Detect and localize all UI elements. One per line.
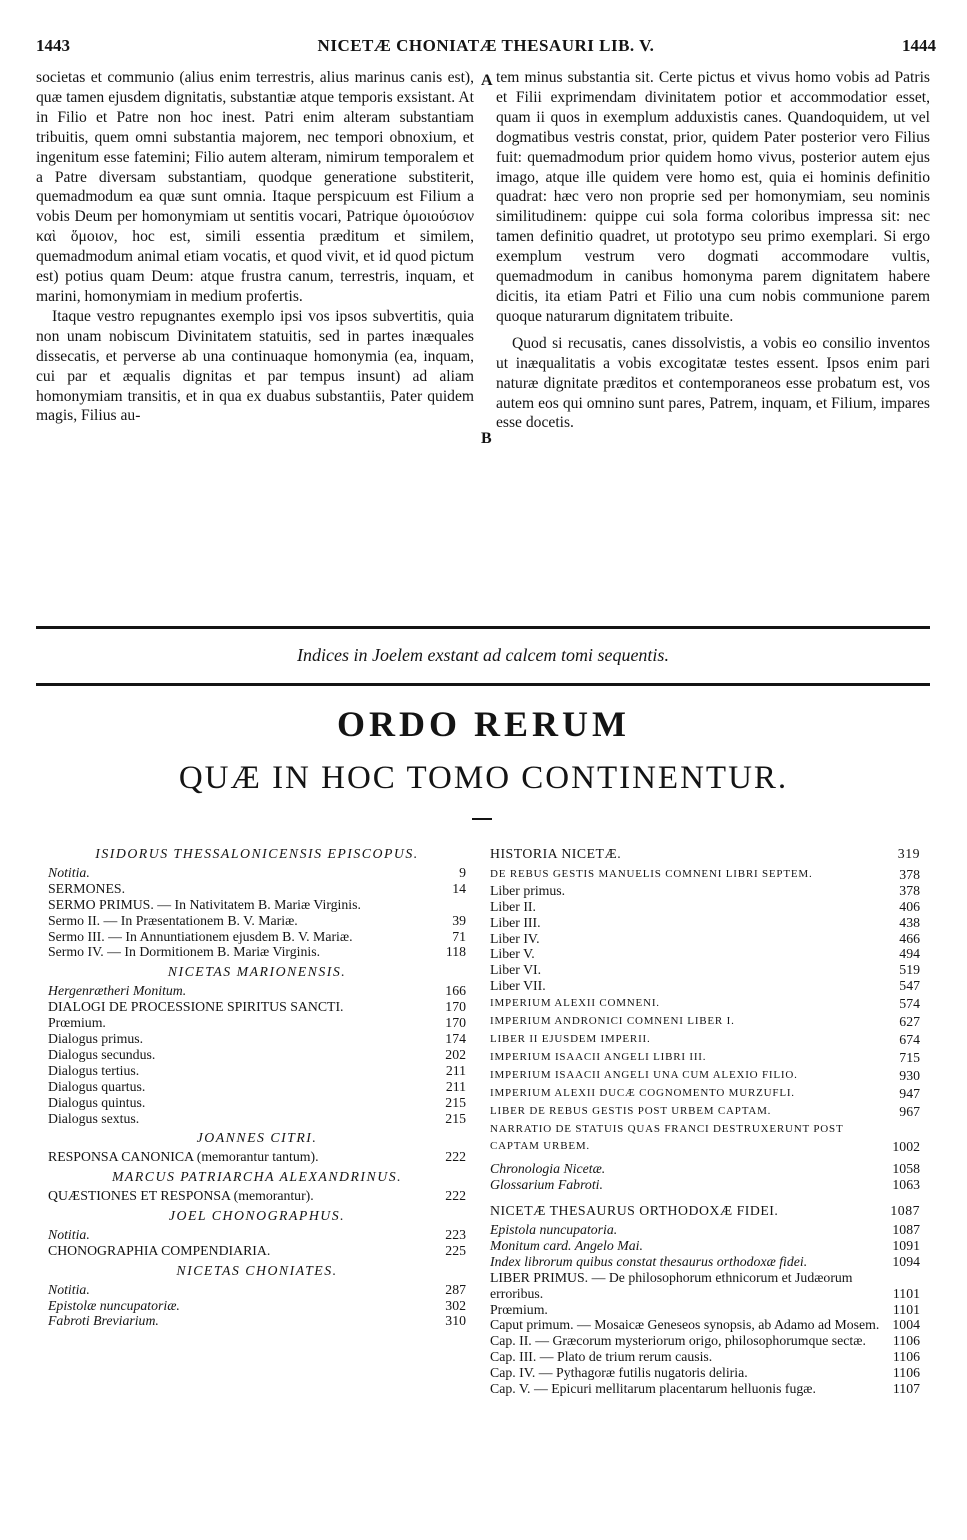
toc-entry-title: Hergenrætheri Monitum. bbox=[48, 983, 187, 999]
toc-entry[interactable] bbox=[490, 1222, 920, 1238]
toc-page-number: 1101 bbox=[892, 1285, 920, 1301]
toc-page-number: 1004 bbox=[892, 1317, 920, 1333]
paragraph: Quod si recusatis, canes dissolvistis, a vobis eo consilio inventos ut inæqualitatis a vobis excogitatæ testes essent. Ipsos enim pari naturæ dignitate præditos et contemporaneos esse probatum est, vos autem eos qui omnino sunt pares, Patrem, inquam, et Filium, impares esse docetis. bbox=[496, 334, 930, 432]
toc-entry-title: Notitia. bbox=[48, 864, 90, 880]
toc-entry-title: LIBER II EJUSDEM IMPERII. bbox=[490, 1032, 651, 1045]
toc-entry-title: Notitia. bbox=[48, 1226, 90, 1242]
toc-page-number: 211 bbox=[445, 1062, 466, 1078]
toc-page-number: 1107 bbox=[892, 1381, 920, 1397]
toc-page-number: 319 bbox=[897, 846, 920, 861]
toc-entry-title: Monitum card. Angelo Mai. bbox=[490, 1237, 643, 1253]
toc-entry[interactable] bbox=[490, 1333, 920, 1349]
toc-entry-title: Sermo II. — In Præsentationem B. V. Mariæ. bbox=[48, 912, 298, 928]
toc-entry-title: Dialogus quartus. bbox=[48, 1078, 146, 1094]
toc-entry-title: IMPERIUM ISAACII ANGELI LIBRI III. bbox=[490, 1050, 707, 1063]
toc-entry[interactable] bbox=[48, 1063, 466, 1079]
toc-entry-title: Epistolæ nuncupatoriæ. bbox=[48, 1297, 180, 1313]
toc-entry-title: SERMO PRIMUS. — In Nativitatem B. Mariæ Virginis. bbox=[48, 896, 361, 912]
toc-page-number: 302 bbox=[445, 1297, 466, 1313]
toc-page-number: 519 bbox=[899, 962, 920, 978]
toc-page-number: 715 bbox=[899, 1049, 920, 1065]
toc-entry[interactable] bbox=[490, 1066, 920, 1084]
toc-page-number: 39 bbox=[452, 912, 466, 928]
toc-right-column bbox=[490, 842, 920, 1397]
toc-page-number: 574 bbox=[899, 996, 920, 1012]
toc-entry-title: Dialogus quintus. bbox=[48, 1094, 146, 1110]
toc-entry[interactable] bbox=[490, 1177, 920, 1193]
ordo-title: ORDO RERUM bbox=[337, 704, 630, 744]
toc-entry-title: Epistola nuncupatoria. bbox=[490, 1222, 618, 1238]
toc-entry[interactable] bbox=[490, 1254, 920, 1270]
toc-page-number: 215 bbox=[445, 1110, 466, 1126]
toc-section-heading: JOANNES CITRI. bbox=[196, 1130, 318, 1146]
toc-entry[interactable] bbox=[490, 1317, 920, 1333]
toc-left-column bbox=[48, 842, 466, 1329]
toc-entry-title: Cap. V. — Epicuri mellitarum placentarum helluonis fugæ. bbox=[490, 1381, 816, 1397]
toc-section-heading: ISIDORUS THESSALONICENSIS EPISCOPUS. bbox=[95, 846, 419, 861]
toc-page-number: 930 bbox=[899, 1067, 920, 1083]
toc-section-heading[interactable] bbox=[490, 846, 920, 862]
toc-entry[interactable] bbox=[48, 881, 466, 897]
toc-entry[interactable] bbox=[490, 899, 920, 915]
toc-entry-title: Dialogus sextus. bbox=[48, 1110, 140, 1126]
ordo-subtitle: QUÆ IN HOC TOMO CONTINENTUR. bbox=[178, 760, 789, 796]
toc-entry-title: Cap. III. — Plato de trium rerum causis. bbox=[490, 1349, 713, 1365]
toc-entry-title: Caput primum. — Mosaicæ Geneseos synopsis, ab Adamo ad Mosem. bbox=[490, 1317, 880, 1333]
toc-page-number: 170 bbox=[445, 1015, 466, 1031]
toc-entry[interactable] bbox=[490, 1120, 920, 1156]
toc-page-number: 967 bbox=[899, 1103, 920, 1119]
toc-entry-title: Liber VII. bbox=[490, 978, 546, 994]
toc-page-number: 1101 bbox=[892, 1301, 920, 1317]
toc-entry-title: Dialogus primus. bbox=[48, 1030, 144, 1046]
toc-entry[interactable] bbox=[490, 1302, 920, 1318]
toc-entry[interactable] bbox=[490, 1030, 920, 1048]
toc-page-number: 166 bbox=[445, 983, 466, 999]
toc-page-number: 378 bbox=[899, 882, 920, 898]
toc-entry[interactable] bbox=[48, 1047, 466, 1063]
toc-page-number: 438 bbox=[899, 914, 920, 930]
toc-page-number: 14 bbox=[452, 880, 466, 896]
toc-page-number: 287 bbox=[445, 1281, 466, 1297]
toc-entry[interactable] bbox=[490, 994, 920, 1012]
toc-entry[interactable] bbox=[490, 1270, 920, 1302]
toc-entry[interactable] bbox=[48, 865, 466, 881]
index-note: Indices in Joelem exstant ad calcem tomi sequentis. bbox=[297, 645, 669, 665]
toc-page-number: 211 bbox=[445, 1078, 466, 1094]
toc-page-number: 1091 bbox=[892, 1237, 920, 1253]
toc-entry-title: IMPERIUM ANDRONICI COMNENI LIBER I. bbox=[490, 1015, 735, 1028]
running-title: NICETÆ CHONIATÆ THESAURI LIB. V. bbox=[317, 36, 655, 55]
toc-entry-title: Liber IV. bbox=[490, 930, 540, 946]
toc-page-number: 494 bbox=[899, 946, 920, 962]
toc-entry[interactable] bbox=[490, 883, 920, 899]
toc-page-number: 170 bbox=[445, 999, 466, 1015]
toc-entry-title: RESPONSA CANONICA (memorantur tantum). bbox=[48, 1149, 319, 1165]
toc-entry-title: DIALOGI DE PROCESSIONE SPIRITUS SANCTI. bbox=[48, 999, 344, 1015]
toc-entry[interactable] bbox=[490, 978, 920, 994]
toc-page-number: 1058 bbox=[892, 1161, 920, 1177]
short-rule bbox=[472, 818, 492, 820]
toc-entry[interactable] bbox=[490, 931, 920, 947]
toc-entry[interactable] bbox=[48, 1079, 466, 1095]
toc-entry-title: Sermo IV. — In Dormitionem B. Mariæ Virginis. bbox=[48, 944, 321, 960]
toc-section-heading: NICETAS MARIONENSIS. bbox=[167, 964, 347, 980]
toc-entry-title: IMPERIUM ALEXII COMNENI. bbox=[490, 997, 660, 1010]
toc-entry[interactable] bbox=[490, 962, 920, 978]
toc-page-number: 225 bbox=[445, 1242, 466, 1258]
toc-gap bbox=[490, 1193, 920, 1199]
toc-entry-title: Cap. II. — Græcorum mysteriorum origo, philosophorumque sectæ. bbox=[490, 1333, 866, 1349]
margin-letter-a: A bbox=[481, 72, 493, 89]
toc-entry[interactable] bbox=[48, 983, 466, 999]
toc-entry[interactable] bbox=[490, 1161, 920, 1177]
toc-entry-title: Prœmium. bbox=[48, 1015, 106, 1031]
toc-entry-title: Sermo III. — In Annuntiationem ejusdem B. V. Mariæ. bbox=[48, 928, 353, 944]
toc-entry-title: LIBER DE REBUS GESTIS POST URBEM CAPTAM. bbox=[490, 1104, 772, 1117]
toc-page-number: 215 bbox=[445, 1094, 466, 1110]
toc-page-number: 71 bbox=[452, 928, 466, 944]
toc-section-heading: MARCUS PATRIARCHA ALEXANDRINUS. bbox=[111, 1169, 403, 1185]
toc-entry[interactable] bbox=[48, 913, 466, 929]
toc-entry[interactable] bbox=[48, 897, 466, 913]
toc-section-heading: JOEL CHONOGRAPHUS. bbox=[168, 1208, 346, 1224]
toc-entry[interactable] bbox=[490, 1381, 920, 1397]
paragraph: tem minus substantia sit. Certe pictus et vivus homo vobis ad Patris et Filii exprimendam divinitatem potior et accommodatior esset, quam ii quos in exemplum adduxistis canes. Quandoquidem, ut vel dogmatibus vestris constat, prior, quidem Pater posterior vero Filius fuit: quemadmodum prior quidem homo vivus, posterior autem ejus imago, atque ille quidem vere homo est, quia ei hominis definitio quadrat: hæc vero non proprie sed per homonymiam, seu nominis similitudinem: quippe cui sola forma coloribus impressa sit: nec tamen definitio quadret, ut prototypo seu primo exemplari. Si ergo exemplum vestrum vero dogmati accommodare vultis, quemadmodum in canibus homonyma parem dignitatem habere dicitis, ita etiam Patri et Filio una cum nobis communione parem quoque naturarum dignitatem tribuite. bbox=[496, 69, 930, 325]
toc-entry[interactable] bbox=[490, 1365, 920, 1381]
toc-entry[interactable] bbox=[48, 1149, 466, 1165]
toc-entry[interactable] bbox=[48, 1227, 466, 1243]
toc-section-heading[interactable] bbox=[490, 1203, 920, 1219]
toc-entry-title: Liber VI. bbox=[490, 962, 542, 978]
toc-entry-title: HISTORIA NICETÆ. bbox=[490, 846, 622, 861]
toc-entry[interactable] bbox=[48, 929, 466, 945]
toc-page-number: 202 bbox=[445, 1046, 466, 1062]
toc-page-number: 118 bbox=[445, 944, 466, 960]
toc-entry-title: Index librorum quibus constat thesaurus orthodoxæ fidei. bbox=[490, 1253, 808, 1269]
margin-letter-b: B bbox=[481, 430, 492, 447]
toc-page-number: 674 bbox=[899, 1031, 920, 1047]
toc-page-number: 466 bbox=[899, 930, 920, 946]
toc-entry[interactable] bbox=[490, 1048, 920, 1066]
toc-page-number: 222 bbox=[445, 1188, 466, 1204]
toc-entry-title: IMPERIUM ALEXII DUCÆ COGNOMENTO MURZUFLI. bbox=[490, 1086, 795, 1099]
toc-entry[interactable] bbox=[490, 915, 920, 931]
toc-page-number: 9 bbox=[459, 864, 466, 880]
toc-page-number: 1106 bbox=[892, 1365, 920, 1381]
toc-entry[interactable] bbox=[490, 1012, 920, 1030]
toc-entry[interactable] bbox=[48, 1188, 466, 1204]
toc-entry-title: Liber II. bbox=[490, 898, 536, 914]
toc-page-number: 1094 bbox=[892, 1253, 920, 1269]
toc-page-number: 406 bbox=[899, 898, 920, 914]
toc-page-number: 1087 bbox=[890, 1203, 920, 1219]
toc-entry[interactable] bbox=[490, 865, 920, 883]
toc-entry-title: IMPERIUM ISAACII ANGELI UNA CUM ALEXIO FILIO. bbox=[490, 1068, 798, 1081]
toc-entry[interactable] bbox=[490, 1349, 920, 1365]
toc-entry-title: Dialogus tertius. bbox=[48, 1062, 140, 1078]
toc-page-number: 378 bbox=[899, 866, 920, 882]
toc-page-number: 222 bbox=[445, 1149, 466, 1165]
toc-page-number: 1106 bbox=[892, 1333, 920, 1349]
text-column-left bbox=[36, 68, 474, 426]
toc-entry-title: Notitia. bbox=[48, 1281, 90, 1297]
toc-page-number: 547 bbox=[899, 978, 920, 994]
toc-page-number: 1087 bbox=[892, 1222, 920, 1238]
page-number-left: 1443 bbox=[36, 36, 70, 55]
toc-page-number: 223 bbox=[445, 1226, 466, 1242]
paragraph: societas et communio (alius enim terrestris, alius marinus canis est), quæ tamen ejusdem dignitatis, substantiæ atque temporis exsistant. At in Filio et Patre non hoc inest. Patri enim alteram substantiam tribuitis, quem omni substantia majorem, nec tempori obnoxium, et ingenitum esse fatemini; Filio autem alteram, nimirum temporalem et a Patre diversam substantiam, quodque generatione substiterit, quemadmodum ea quæ sunt omnia. Itaque perspicuum est Filium a vobis Deum per homonymiam ut sentitis vocari, Patrique ὁμοιούσιον καὶ ὅμοιον, hoc est, simili essentia præditum et similem, quemadmodum animal etiam vocatis, et quod vivit, et id quod pictum est) potius quam Deum: atque frustra canum, terrestris, inquam, et marini, homonymiam in medium profertis. bbox=[36, 69, 474, 305]
toc-entry-title: SERMONES. bbox=[48, 880, 126, 896]
toc-entry-title: Liber III. bbox=[490, 914, 541, 930]
toc-page-number: 947 bbox=[899, 1085, 920, 1101]
toc-entry-title: Glossarium Fabroti. bbox=[490, 1177, 603, 1193]
toc-page-number: 1106 bbox=[892, 1349, 920, 1365]
toc-entry-title: DE REBUS GESTIS MANUELIS COMNENI LIBRI SEPTEM. bbox=[490, 867, 813, 880]
toc-entry-title: Dialogus secundus. bbox=[48, 1046, 156, 1062]
toc-entry[interactable] bbox=[490, 1238, 920, 1254]
text-column-right bbox=[496, 68, 930, 433]
toc-entry[interactable] bbox=[48, 1298, 466, 1314]
toc-entry[interactable] bbox=[48, 1313, 466, 1329]
toc-page-number: 174 bbox=[445, 1030, 466, 1046]
toc-entry[interactable] bbox=[490, 946, 920, 962]
toc-entry-title: Cap. IV. — Pythagoræ futilis nugatoris deliria. bbox=[490, 1365, 748, 1381]
toc-page-number: 1002 bbox=[892, 1139, 920, 1155]
toc-page-number: 310 bbox=[445, 1313, 466, 1329]
divider-rule bbox=[36, 683, 930, 686]
toc-entry-title: LIBER PRIMUS. — De philosophorum ethnicorum et Judæorum erroribus. bbox=[490, 1269, 853, 1301]
toc-entry[interactable] bbox=[48, 1015, 466, 1031]
running-header bbox=[36, 36, 936, 60]
toc-entry[interactable] bbox=[48, 1095, 466, 1111]
toc-entry-title: Liber primus. bbox=[490, 882, 566, 898]
toc-entry[interactable] bbox=[48, 1282, 466, 1298]
toc-page-number: 627 bbox=[899, 1014, 920, 1030]
toc-entry-title: Prœmium. bbox=[490, 1301, 548, 1317]
toc-entry-title: Liber V. bbox=[490, 946, 535, 962]
toc-entry-title: QUÆSTIONES ET RESPONSA (memorantur). bbox=[48, 1188, 314, 1204]
divider-rule bbox=[36, 626, 930, 629]
toc-entry-title: Fabroti Breviarium. bbox=[48, 1313, 159, 1329]
toc-entry-title: Chronologia Nicetæ. bbox=[490, 1161, 606, 1177]
toc-entry-title: NICETÆ THESAURUS ORTHODOXÆ FIDEI. bbox=[490, 1203, 779, 1219]
paragraph: Itaque vestro repugnantes exemplo ipsi vos ipsos subvertitis, quia non unam nobiscum Divinitatem statuitis, sed in partes inæquales dissecatis, et perverse ab una continuaque homonymia (ea, inquam, cui par et æqualis dignitas et par tempus insunt) ad aliam homonymiam transitis, et in qua ex duabus substantiis, Pater quidem magis, Filius au- bbox=[36, 307, 474, 425]
toc-entry[interactable] bbox=[48, 1243, 466, 1259]
page-number-right: 1444 bbox=[902, 36, 936, 55]
toc-page-number: 1063 bbox=[892, 1177, 920, 1193]
toc-entry-title: NARRATIO DE STATUIS QUAS FRANCI DESTRUXERUNT POST CAPTAM URBEM. bbox=[490, 1122, 844, 1153]
toc-entry[interactable] bbox=[48, 1031, 466, 1047]
toc-entry[interactable] bbox=[48, 944, 466, 960]
toc-entry[interactable] bbox=[48, 999, 466, 1015]
toc-section-heading: NICETAS CHONIATES. bbox=[176, 1262, 338, 1278]
toc-entry[interactable] bbox=[48, 1111, 466, 1127]
toc-entry[interactable] bbox=[490, 1084, 920, 1102]
toc-entry-title: CHONOGRAPHIA COMPENDIARIA. bbox=[48, 1242, 271, 1258]
toc-entry[interactable] bbox=[490, 1102, 920, 1120]
